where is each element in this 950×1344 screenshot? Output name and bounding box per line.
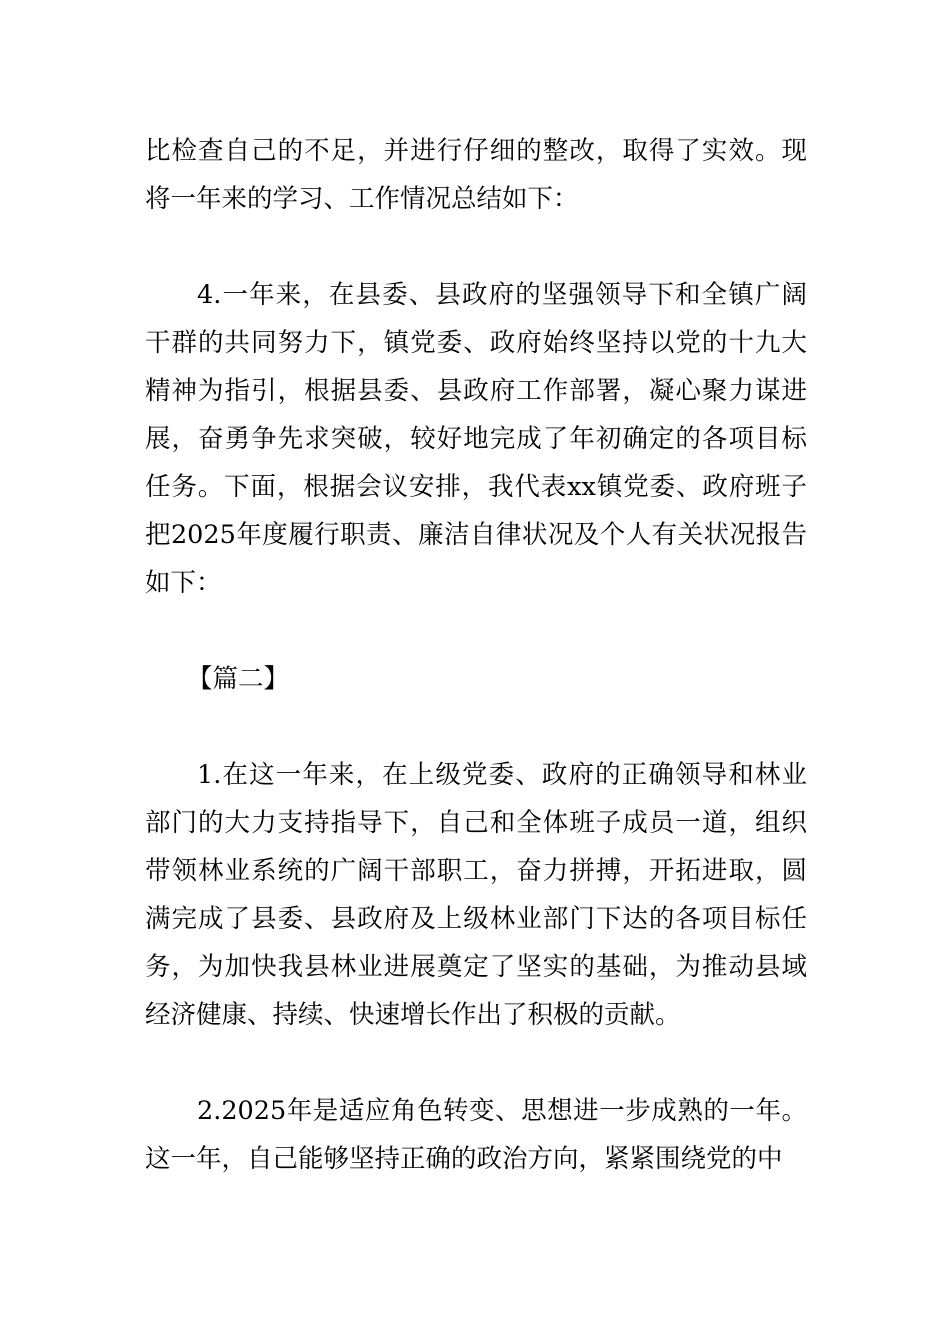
- paragraph-item-1: 1.在这一年来，在上级党委、政府的正确领导和林业部门的大力支持指导下，自己和全体班子成员一道，组织带领林业系统的广阔干部职工，奋力拼搏，开拓进取，圆满完成了县委、县政府及上级林业部门下达的各项目标任务，为加快我县林业进展奠定了坚实的基础，为推动县域经济健康、持续、快速增长作出了积极的贡献。: [145, 760, 807, 1030]
- section-heading: 【篇二】: [187, 664, 290, 694]
- paragraph-item-4: 4.一年来，在县委、县政府的坚强领导下和全镇广阔干群的共同努力下，镇党委、政府始终坚持以党的十九大精神为指引，根据县委、县政府工作部署，凝心聚力谋进展，奋勇争先求突破，较好地完成了年初确定的各项目标任务。下面，根据会议安排，我代表xx镇党委、政府班子把2025年度履行职责、廉洁自律状况及个人有关状况报告如下：: [145, 280, 807, 598]
- paragraph-item-2: 2.2025年是适应角色转变、思想进一步成熟的一年。这一年，自己能够坚持正确的政治方向，紧紧围绕党的中: [145, 1096, 807, 1174]
- paragraph-intro-continuation: 比检查自己的不足，并进行仔细的整改，取得了实效。现将一年来的学习、工作情况总结如下：: [145, 136, 807, 214]
- document-page: [145, 127, 807, 1183]
